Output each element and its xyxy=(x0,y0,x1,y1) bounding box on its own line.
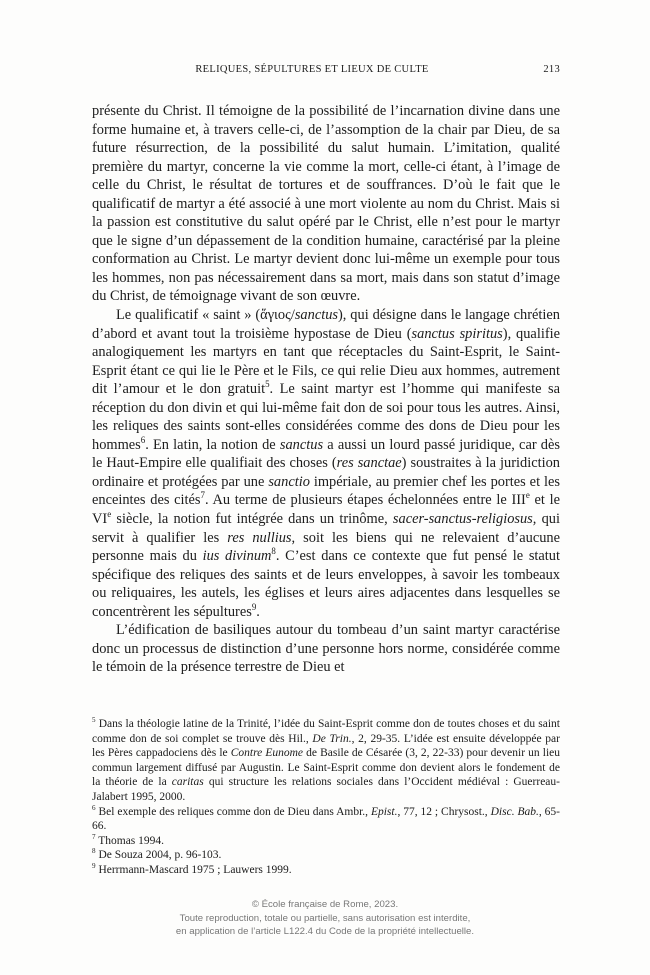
footnote-5 xyxy=(92,717,560,805)
century-superscript: e xyxy=(525,490,530,501)
italic-term: sanctus xyxy=(279,436,324,453)
text-run: de Basile de Césarée (3, 2, 22-33) pour devenir un lieu commun largement diffusé par Augustin. Le Saint-Esprit comme don devient alors le fondement de la théorie de la xyxy=(92,747,560,789)
text-run: Thomas 1994. xyxy=(95,834,165,847)
text-run: De Souza 2004, p. 96-103. xyxy=(95,849,222,862)
footnote-number: 8 xyxy=(92,847,96,856)
footnote-ref-8[interactable]: 8 xyxy=(271,546,276,557)
text-run: a aussi un lourd passé juridique, car dès le Haut-Empire elle qualifiait des choses ( xyxy=(92,436,560,472)
text-run: . C’est dans ce contexte que fut pensé le statut spécifique des reliques des saints et de leurs enveloppes, à savoir les tombeaux ou reliquaires, les autels, les églises et leurs aires adjacentes dans lesquelles se concentrèrent les sépultures xyxy=(92,548,560,620)
footnotes xyxy=(92,717,560,878)
text-run: Herrmann-Mascard 1975 ; Lauwers 1999. xyxy=(95,863,292,876)
italic-term: sacer-sanctus-religiosus, xyxy=(392,511,537,528)
running-title: RELIQUES, SÉPULTURES ET LIEUX DE CULTE xyxy=(195,64,429,75)
footnote-6 xyxy=(92,805,560,834)
text-run: siècle, la notion fut intégrée dans un trinôme, xyxy=(111,511,393,528)
text-run: Le qualificatif « saint » (ἅγιος/ xyxy=(116,307,295,324)
century-superscript: e xyxy=(107,509,112,520)
paragraph-text: L’édification de basiliques autour du tombeau d’un saint martyr caractérise donc un processus de distinction d’une personne hors norme, considérée comme le témoin de la présence terrestre de Dieu et xyxy=(92,622,560,676)
footnote-9 xyxy=(92,863,560,878)
italic-term: Contre Eunome xyxy=(230,747,304,760)
text-run: qui structure les relations sociales dans l’Occident médiéval : Guerreau-Jalabert 1995, 2000. xyxy=(92,776,560,803)
footnote-8 xyxy=(92,848,560,863)
paragraph-1 xyxy=(92,102,560,306)
text-run: , soit les biens qui ne relevaient d’aucune personne mais du xyxy=(92,529,560,565)
text-run: Dans la théologie latine de la Trinité, l’idée du Saint-Esprit comme don de toutes choses et du saint comme don de soi complet se trouve dès Hil., xyxy=(92,718,560,745)
italic-term: Epist. xyxy=(370,805,398,818)
footnote-number: 6 xyxy=(92,803,96,812)
text-run: ), qualifie analogiquement les martyrs en tant que réceptacles du Saint-Esprit, le Saint-Esprit étant ce qui lie le Père et le Fils, ce qui relie Dieu aux hommes, autrement dit l’amour et le don gratuit xyxy=(92,325,560,398)
running-header xyxy=(92,64,560,78)
footnote-ref-5[interactable]: 5 xyxy=(265,379,270,390)
text-run: ), qui désigne dans le langage chrétien d’abord et avant tout la troisième hypostase de Dieu ( xyxy=(92,307,560,342)
italic-term: res sanctae xyxy=(336,455,402,472)
text-run: ) soustraites à la juridiction ordinaire et protégées par une xyxy=(92,455,560,490)
paragraph-text: présente du Christ. Il témoigne de la possibilité de l’incarnation divine dans une forme humaine et, à travers celle-ci, de l’assomption de la chair par Dieu, de sa future résurrection, de la possibilité du salut humain. L’imitation, qualité première du martyr, concerne la vie comme la mort, celle-ci étant, à l’image de celle du Christ, le résultat de tortures et de souffrances. D’où le fait que le qualificatif de martyr a été associé à une mort violente au nom du Christ. Mais si la passion est constitutive du salut opéré par le Christ, elle n’est pour le martyr que le signe d’un dépassement de la condition humaine, caractérisé par la pleine conformation au Christ. Le martyr devient donc lui-même un exemple pour tous les hommes, non pas nécessairement dans sa mort, mais dans son statut d’image du Christ, de témoignage vivant de son œuvre. xyxy=(92,103,560,305)
italic-term: ius divinum xyxy=(202,548,272,565)
paragraph-2 xyxy=(92,306,560,621)
text-run: qui servit à qualifier les xyxy=(92,511,560,546)
paragraph-3 xyxy=(92,621,560,677)
text-run: , 77, 12 ; Chrysost., xyxy=(397,805,491,818)
text-run: , 2, 29-35. L’idée est ensuite développée par les Pères cappadociens dès le xyxy=(92,732,560,760)
footnote-number: 7 xyxy=(92,832,96,841)
footnote-number: 5 xyxy=(92,716,96,725)
text-run: . En latin, la notion de xyxy=(145,436,280,453)
italic-term: sanctio xyxy=(268,473,310,490)
italic-term: sanctus xyxy=(294,307,339,324)
page-number: 213 xyxy=(543,64,560,75)
text-run: et le VI xyxy=(92,492,560,528)
text-run: . Au terme de plusieurs étapes échelonnées entre le III xyxy=(204,492,526,509)
copyright-footer xyxy=(0,898,650,939)
text-run: Bel exemple des reliques comme don de Dieu dans Ambr., xyxy=(95,805,371,818)
footnote-ref-6[interactable]: 6 xyxy=(140,435,146,446)
main-text xyxy=(92,102,560,677)
footnote-7 xyxy=(92,834,560,849)
text-run: . Le saint martyr est l’homme qui manifeste sa réception du don divin et qui lui-même fait don de soi pour tous les autres. Ainsi, les reliques des saints sont-elles considérées comme des dons de Dieu pour les hommes xyxy=(92,381,560,453)
copyright-line: en application de l’article L122.4 du Code de la propriété intellectuelle. xyxy=(175,926,475,937)
text-run: impériale, au premier chef les portes et les enceintes des cités xyxy=(92,473,560,509)
italic-term: res nullius xyxy=(227,529,292,546)
footnote-ref-7[interactable]: 7 xyxy=(200,490,205,501)
footnote-number: 9 xyxy=(92,862,96,871)
italic-term: caritas xyxy=(171,776,204,789)
footnote-ref-9[interactable]: 9 xyxy=(251,601,257,612)
italic-term: sanctus spiritus xyxy=(411,325,503,342)
copyright-line: © École française de Rome, 2023. xyxy=(251,899,399,910)
italic-term: De Trin. xyxy=(312,732,352,745)
copyright-line: Toute reproduction, totale ou partielle, sans autorisation est interdite, xyxy=(179,912,471,924)
text-run: , 65-66. xyxy=(92,805,560,833)
text-run: . xyxy=(256,603,260,620)
italic-term: Disc. Bab. xyxy=(490,805,539,818)
